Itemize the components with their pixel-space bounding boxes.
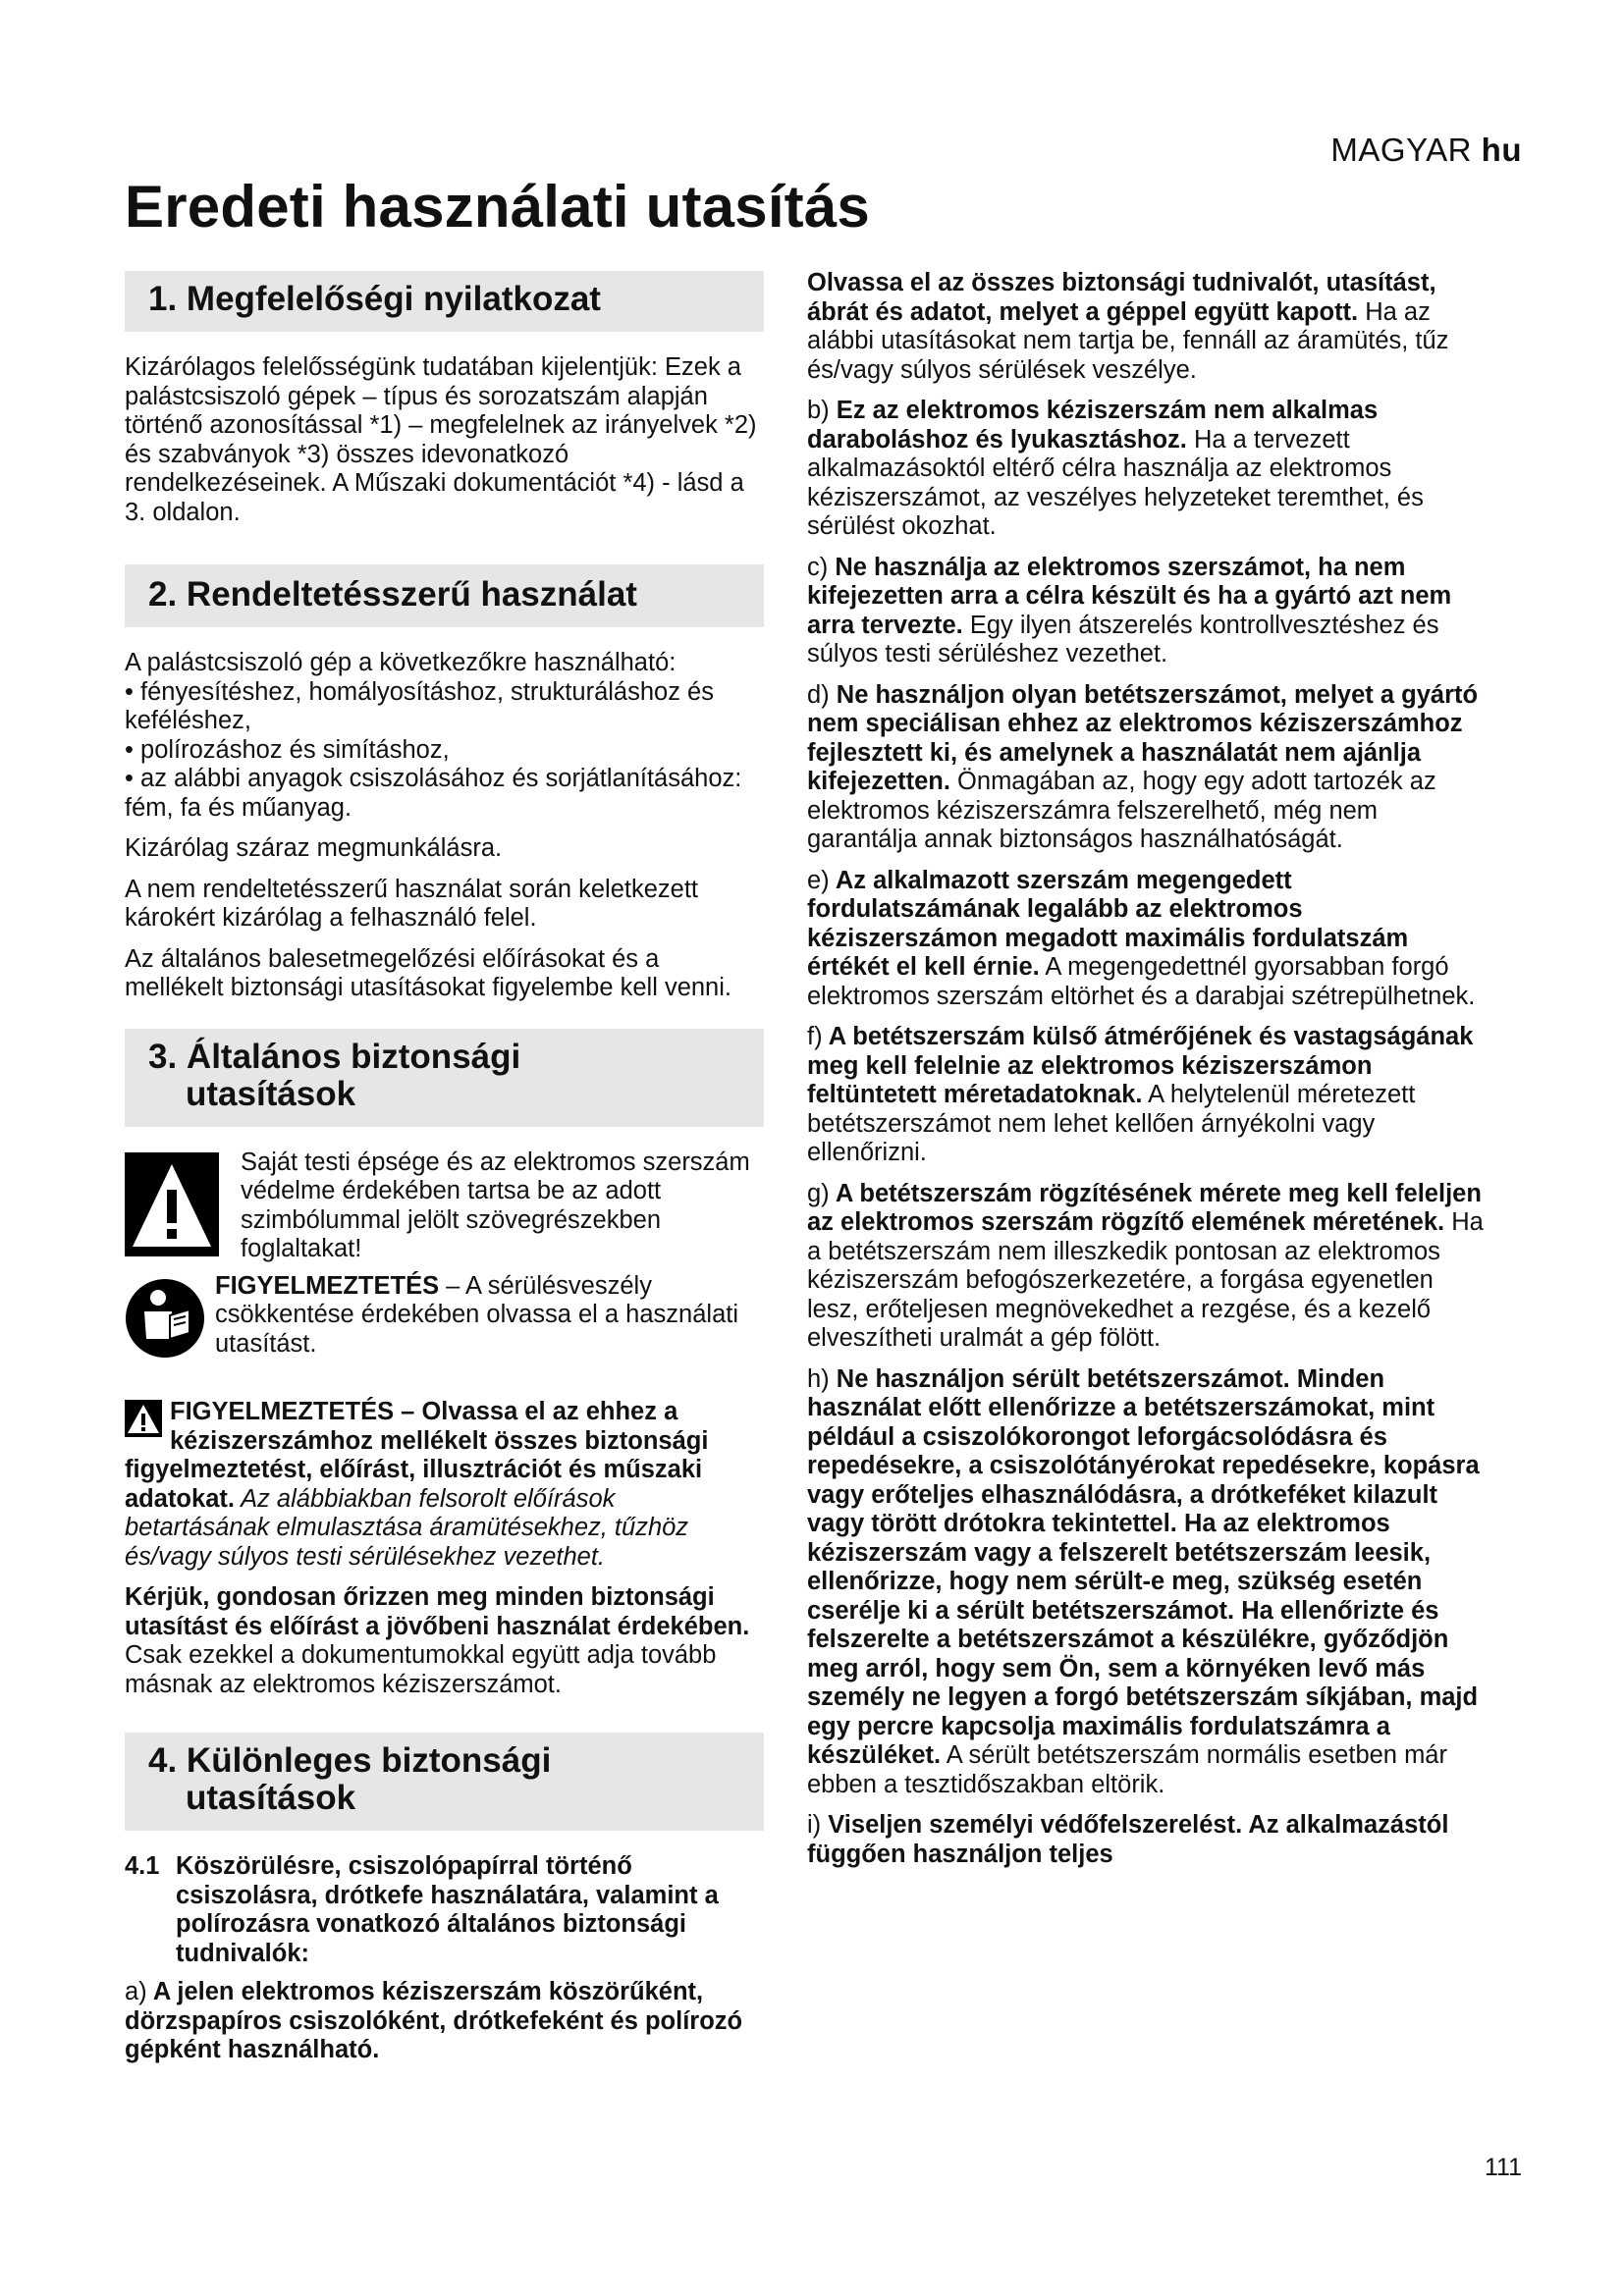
item-d: d) Ne használjon olyan betétszerszámot, melyet a gyártó nem speciálisan ehhez az elektromos kéziszerszámhoz fejlesztett ki, és amelynek a használatát nem ajánlja kifejezetten. Önmagában az, hogy egy adott tartozék az elektromos kéziszerszámra felszerelhető, még nem garantálja annak biztonságos használhatóságát. bbox=[807, 680, 1479, 853]
accident-prevention-text: Az általános balesetmegelőzési előírásokat és a mellékelt biztonsági utasításokat figyelembe kell venni. bbox=[125, 944, 731, 1001]
section-4-heading: 4. Különleges biztonsági utasítások bbox=[125, 1733, 764, 1831]
use-bullet-2: • polírozáshoz és simításhoz, bbox=[125, 735, 450, 764]
read-manual-text: FIGYELMEZTETÉS – A sérülésveszély csökkentése érdekében olvassa el a használati utasítást. bbox=[215, 1271, 738, 1358]
page-title: Eredeti használati utasítás bbox=[125, 174, 871, 240]
warning-small-icon bbox=[125, 1400, 162, 1437]
materials-list: fém, fa és műanyag. bbox=[125, 793, 352, 822]
item-g: g) A betétszerszám rögzítésének mérete meg kell feleljen az elektromos szerszám rögzítő elemének méretének. Ha a betétszerszám nem illeszkedik pontosan az elektromos kéziszerszám befogószerkezetére, a forgása egyenetlen lesz, erőteljesen megnövekedhet a rezgése, és a kezelő elveszítheti uralmát a gép fölött. bbox=[807, 1179, 1484, 1352]
right-column bbox=[807, 269, 1485, 1881]
item-c: c) Ne használja az elektromos szerszámot, ha nem kifejezetten arra a célra készült és ha a gyártó azt nem arra tervezte. Egy ilyen átszerelés kontrollvesztéshez és súlyos testi sérüléshez vezethet. bbox=[807, 553, 1452, 667]
warning-triangle-icon bbox=[125, 1152, 219, 1256]
read-manual-note bbox=[125, 1272, 764, 1360]
liability-text: A nem rendeltetésszerű használat során keletkezett károkért kizárólag a felhasználó felel. bbox=[125, 875, 698, 932]
declaration-text: Kizárólagos felelősségünk tudatában kijelentjük: Ezek a palástcsiszoló gépek – típus és sorozatszám alapján történő azonosítással *1) – megfelelnek az irányelvek *2) és szabványok *3) összes idevonatkozó rendelkezéseinek. A Műszaki dokumentációt *4) - lásd a 3. oldalon. bbox=[125, 353, 757, 526]
section-3-heading: 3. Általános biztonsági utasítások bbox=[125, 1029, 764, 1127]
section-2-heading: 2. Rendeltetésszerű használat bbox=[125, 564, 764, 627]
item-a: a) A jelen elektromos kéziszerszám köszörűként, dörzspapíros csiszolóként, drótkefeként és polírozó gépként használható. bbox=[125, 1978, 743, 2063]
read-manual-icon bbox=[125, 1278, 205, 1359]
read-all-intro: Olvassa el az összes biztonsági tudnivalót, utasítást, ábrát és adatot, melyet a géppel együtt kapott. Ha az alábbi utasításokat nem tartja be, fennáll az áramütés, tűz és/vagy súlyos sérülések veszélye. bbox=[807, 269, 1449, 384]
item-i: i) Viseljen személyi védőfelszerelést. Az alkalmazástól függően használjon teljes bbox=[807, 1811, 1449, 1868]
intended-use-intro: A palástcsiszoló gép a következőkre használható: • fényesítéshez, homályosításhoz, strukturáláshoz és keféléshez, • polírozáshoz és simításhoz, • az alábbi anyagok csiszolásához és sorjátlanításához: fém, fa és műanyag. bbox=[125, 649, 742, 822]
dry-use-text: Kizárólag száraz megmunkálásra. bbox=[125, 834, 503, 862]
use-bullet-1: • fényesítéshez, homályosításhoz, strukturáláshoz és keféléshez, bbox=[125, 677, 714, 734]
item-f: f) A betétszerszám külső átmérőjének és vastagságának meg kell felelnie az elektromos kéziszerszámon feltüntetett méretadatoknak. A helytelenül méretezett betétszerszámot nem lehet kellően árnyékolni vagy ellenőrizni. bbox=[807, 1023, 1474, 1166]
language-name: MAGYAR bbox=[1330, 132, 1472, 168]
item-e: e) Az alkalmazott szerszám megengedett fordulatszámának legalább az elektromos kéziszerszámon megadott maximális fordulatszám értékét el kell érnie. A megengedettnél gyorsabban forgó elektromos szerszám eltörhet és a darabjai szétrepülhetnek. bbox=[807, 866, 1476, 1010]
language-code: hu bbox=[1481, 132, 1522, 168]
left-column bbox=[125, 271, 764, 2077]
item-h: h) Ne használjon sérült betétszerszámot. Minden használat előtt ellenőrizze a betétszerszámokat, mint például a csiszolókorongot leforgácsolódásra és repedésekre, a csiszolótányérokat repedésekre, kopásra vagy erőteljes elhasználódásra, a drótkeféket kilazult vagy törött drótokra tekintettel. Ha az elektromos kéziszerszám vagy a felszerelt betétszerszám leesik, ellenőrizze, hogy nem sérült-e meg, szükség esetén cserélje ki a sérült betétszerszámot. Ha ellenőrizte és felszerelte a betétszerszámot a készülékre, győződjön meg arról, hogy sem Ön, sem a környéken levő más személy ne legyen a forgó betétszerszám síkjában, majd egy percre kapcsolja maximális fordulatszámra a készüléket. A sérült betétszerszám normális esetben már ebben a tesztidőszakban eltörik. bbox=[807, 1364, 1480, 1798]
safety-symbol-note bbox=[125, 1148, 764, 1264]
language-indicator bbox=[1330, 132, 1522, 169]
item-b: b) Ez az elektromos kéziszerszám nem alkalmas daraboláshoz és lyukasztáshoz. Ha a tervezett alkalmazásoktól eltérő célra használja az elektromos kéziszerszámot, az veszélyes helyzeteket teremthet, és sérülést okozhat. bbox=[807, 397, 1424, 540]
subsection-4-1-heading: 4.1 Köszörülésre, csiszolópapírral történő csiszolásra, drótkefe használatára, valamint a polírozásra vonatkozó általános biztonsági tudnivalók: bbox=[125, 1852, 719, 1967]
general-warning: FIGYELMEZTETÉS – Olvassa el az ehhez a kéziszerszámhoz mellékelt összes biztonsági figyelmeztetést, előírást, illusztrációt és műszaki adatokat. Az alábbiakban felsorolt előírások betartásának elmulasztása áramütésekhez, tűzhöz és/vagy súlyos testi sérülésekhez vezethet. bbox=[125, 1398, 709, 1571]
keep-instructions: Kérjük, gondosan őrizzen meg minden biztonsági utasítást és előírást a jövőbeni használat érdekében. Csak ezekkel a dokumentumokkal együtt adja tovább másnak az elektromos kéziszerszámot. bbox=[125, 1583, 750, 1698]
safety-symbol-text: Saját testi épsége és az elektromos szerszám védelme érdekében tartsa be az adott szimbólummal jelölt szövegrészekben foglaltakat! bbox=[241, 1148, 750, 1262]
section-1-heading: 1. Megfelelőségi nyilatkozat bbox=[125, 271, 764, 332]
use-bullet-3: • az alábbi anyagok csiszolásához és sorjátlanításához: bbox=[125, 765, 742, 792]
page-number: 111 bbox=[1484, 2154, 1522, 2181]
